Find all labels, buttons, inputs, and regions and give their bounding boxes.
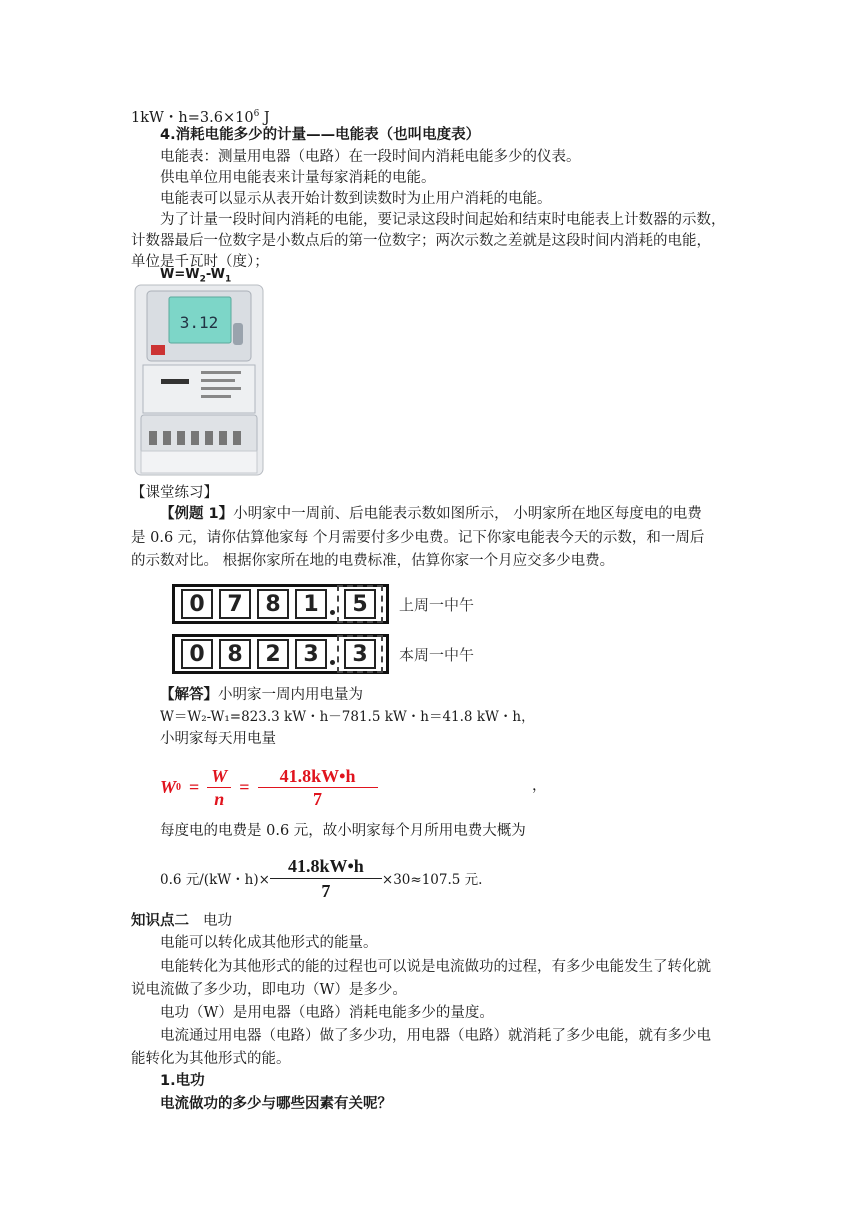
kwh-definition: 1kW・$h=3.6\times 10^6$ J bbox=[131, 109, 270, 126]
example-1-line: 是 0.6 元，请你估算他家每 个月需要付多少电费。记下你家电能表今天的示数，和一周后 bbox=[131, 530, 705, 546]
paragraph: 电功（W）是用电器（电路）消耗电能多少的量度。 bbox=[160, 1005, 494, 1021]
fraction-denominator: 7 bbox=[321, 880, 331, 901]
counter-digit: 8 bbox=[219, 639, 251, 669]
paragraph: 能转化为其他形式的能。 bbox=[131, 1051, 291, 1067]
practice-heading: 【课堂练习】 bbox=[131, 485, 218, 501]
formula-w-diff: $W=W_2-W_1$ bbox=[160, 267, 232, 285]
meter-counter-last-week bbox=[172, 584, 474, 624]
fraction-numerator: W bbox=[211, 765, 228, 786]
counter-digit: 1 bbox=[295, 589, 327, 619]
counter-label: 上周一中午 bbox=[399, 595, 475, 614]
paragraph: 电能转化为其他形式的能的过程也可以说是电流做功的过程，有多少电能发生了转化就 bbox=[160, 959, 711, 975]
monthly-cost-formula bbox=[160, 852, 482, 904]
counter-digit: 2 bbox=[257, 639, 289, 669]
fraction-w-over-n bbox=[207, 765, 231, 810]
counter-digit: 0 bbox=[181, 589, 213, 619]
paragraph: 供电单位用电能表来计量每家消耗的电能。 bbox=[160, 170, 436, 186]
answer-line: 每度电的电费是 0.6 元，故小明家每个月所用电费大概为 bbox=[160, 823, 526, 839]
paragraph: 说电流做了多少功，即电功（W）是多少。 bbox=[131, 982, 407, 998]
paragraph: 电能表可以显示从表开始计数到读数时为止用户消耗的电能。 bbox=[160, 191, 552, 207]
electric-meter-image bbox=[133, 283, 265, 478]
cost-prefix: 0.6 元/(kW・h)× bbox=[160, 872, 270, 888]
fraction-energy-over-days bbox=[270, 854, 382, 903]
fraction-denominator: n bbox=[214, 788, 225, 809]
counter-decimal-digit: 5 bbox=[344, 589, 376, 619]
example-1-line: 的示数对比。 根据你家所在地的电费标准，估算你家一个月应交多少电费。 bbox=[131, 553, 615, 569]
decimal-point bbox=[330, 660, 335, 665]
subheading-electric-work: 1.电功 bbox=[160, 1073, 205, 1089]
paragraph: 电能可以转化成其他形式的能量。 bbox=[160, 935, 378, 951]
daily-usage-formula bbox=[160, 764, 378, 810]
paragraph: 电能表：测量用电器（电路）在一段时间内消耗电能多少的仪表。 bbox=[160, 149, 581, 165]
counter-digit: 0 bbox=[181, 639, 213, 669]
meter-counter-this-week bbox=[172, 634, 474, 674]
answer-line: W＝W₂-W₁=823.3 kW・h－781.5 kW・h＝41.8 kW・h， bbox=[160, 709, 535, 725]
formula-lhs: W bbox=[160, 776, 177, 797]
fraction-numerator: 41.8kW•h bbox=[287, 855, 364, 876]
cost-suffix: ×30≈107.5 元. bbox=[381, 872, 483, 888]
answer-line: 小明家每天用电量 bbox=[160, 731, 276, 747]
counter-label: 本周一中午 bbox=[399, 645, 475, 664]
answer-line: 【解答】小明家一周内用电量为 bbox=[160, 687, 363, 703]
fraction-denominator: 7 bbox=[313, 788, 323, 809]
knowledge-point-2: 知识点二 电功 bbox=[131, 913, 232, 929]
comma: ， bbox=[532, 778, 547, 794]
fraction-numerator: 41.8kW•h bbox=[279, 765, 356, 786]
example-1-line: 【例题 1】小明家中一周前、后电能表示数如图所示， 小明家所在地区每度电的电费 bbox=[160, 506, 702, 522]
paragraph: 为了计量一段时间内消耗的电能，要记录这段时间起始和结束时电能表上计数器的示数， bbox=[160, 212, 726, 228]
counter-decimal-digit: 3 bbox=[344, 639, 376, 669]
paragraph: 计数器最后一位数字是小数点后的第一位数字；两次示数之差就是这段时间内消耗的电能， bbox=[131, 233, 711, 249]
counter-digit: 8 bbox=[257, 589, 289, 619]
counter-digit: 7 bbox=[219, 589, 251, 619]
fraction-energy-over-days bbox=[258, 765, 378, 810]
question-heading: 电流做功的多少与哪些因素有关呢？ bbox=[160, 1096, 392, 1112]
equals-sign: = bbox=[239, 776, 250, 797]
decimal-point bbox=[330, 610, 335, 615]
counter-digit: 3 bbox=[295, 639, 327, 669]
section-heading-meter: 4.消耗电能多少的计量——电能表（也叫电度表） bbox=[160, 127, 481, 143]
paragraph: 电流通过用电器（电路）做了多少功，用电器（电路）就消耗了多少电能，就有多少电 bbox=[160, 1028, 711, 1044]
meter-display-text: 3.12 bbox=[179, 313, 219, 332]
formula-lhs-sub: 0 bbox=[176, 781, 182, 793]
equals-sign: = bbox=[189, 776, 200, 797]
paragraph: 单位是千瓦时（度）； bbox=[131, 254, 269, 270]
